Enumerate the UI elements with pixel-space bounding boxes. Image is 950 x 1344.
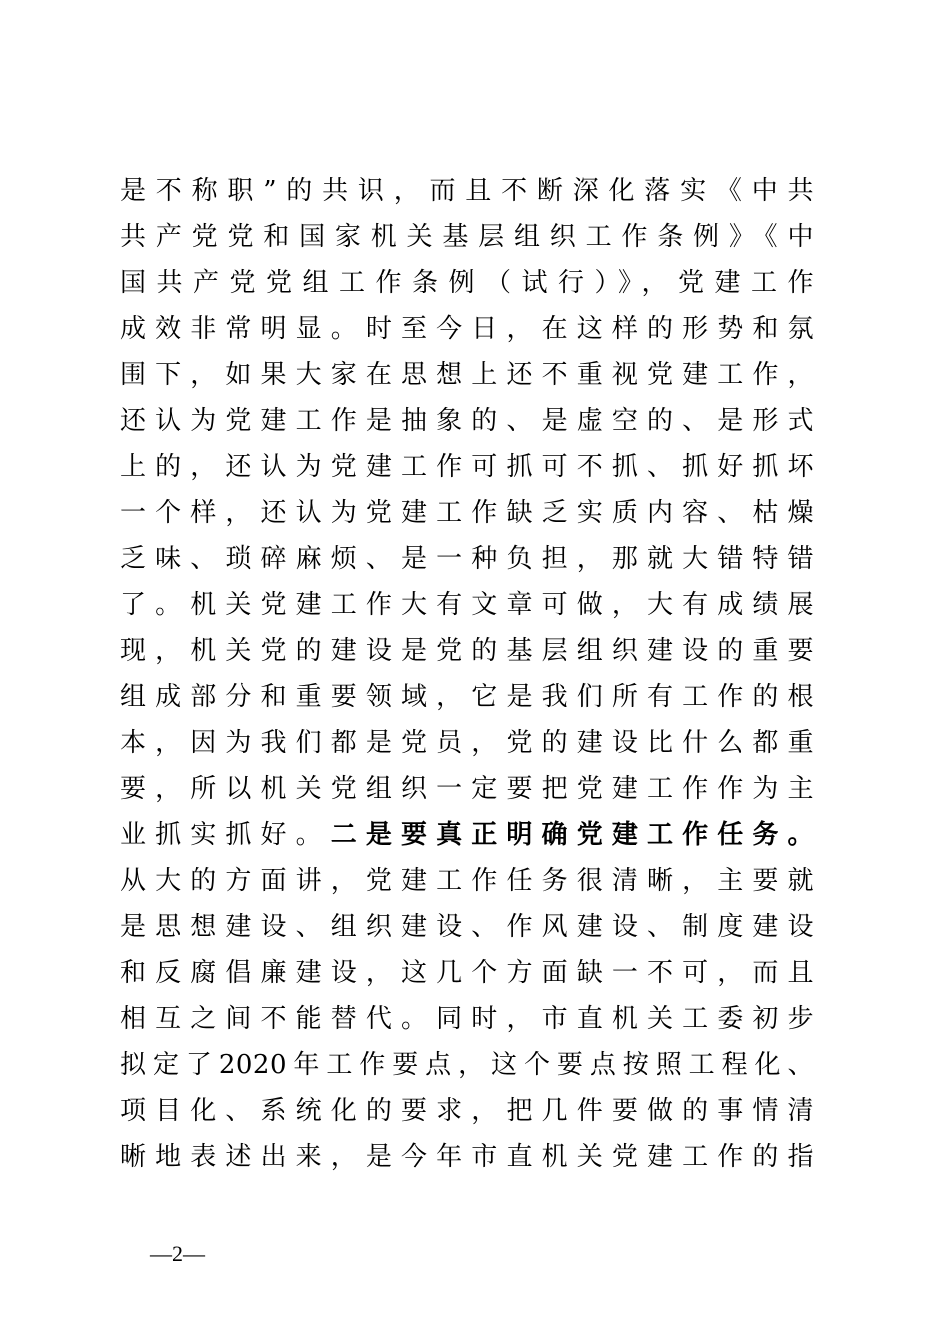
text-line-13: 本，因为我们都是党员，党的建设比什么都重 [120, 728, 814, 758]
text-line-12: 组成部分和重要领域，它是我们所有工作的根 [120, 682, 814, 712]
text-line-11: 现，机关党的建设是党的基层组织建设的重要 [120, 636, 814, 666]
text-line-8: 一个样，还认为党建工作缺乏实质内容、枯燥 [120, 498, 814, 528]
text-run-normal: 业抓实抓好。 [120, 820, 331, 850]
text-line-4: 成效非常明显。时至今日，在这样的形势和氛 [120, 314, 814, 344]
page-number: —2— [150, 1241, 205, 1266]
text-line-10: 了。机关党建工作大有文章可做，大有成绩展 [120, 590, 814, 620]
text-line-9: 乏味、琐碎麻烦、是一种负担，那就大错特错 [120, 544, 814, 574]
text-line-21: 项目化、系统化的要求，把几件要做的事情清 [120, 1096, 814, 1126]
text-line-18: 和反腐倡廉建设，这几个方面缺一不可，而且 [120, 958, 814, 988]
text-line-16: 从大的方面讲，党建工作任务很清晰，主要就 [120, 866, 814, 896]
section-heading-bold: 二是要真正明确党建工作任务。 [330, 820, 814, 850]
text-line-7: 上的，还认为党建工作可抓可不抓、抓好抓坏 [120, 452, 814, 482]
text-line-22: 晰地表述出来，是今年市直机关党建工作的指 [120, 1142, 814, 1172]
text-line-2: 共产党党和国家机关基层组织工作条例》《中 [120, 222, 814, 252]
text-line-5: 围下，如果大家在思想上还不重视党建工作， [120, 360, 814, 390]
text-line-17: 是思想建设、组织建设、作风建设、制度建设 [120, 912, 814, 942]
text-line-20: 拟定了2020年工作要点，这个要点按照工程化、 [120, 1050, 814, 1080]
text-line-1: 是不称职”的共识，而且不断深化落实《中共 [120, 176, 814, 206]
text-line-3: 国共产党党组工作条例（试行）》，党建工作 [120, 268, 814, 298]
text-line-14: 要，所以机关党组织一定要把党建工作作为主 [120, 774, 814, 804]
document-body [120, 168, 814, 1180]
text-line-6: 还认为党建工作是抽象的、是虚空的、是形式 [120, 406, 814, 436]
text-line-19: 相互之间不能替代。同时，市直机关工委初步 [120, 1004, 814, 1034]
text-line-15 [120, 812, 814, 858]
